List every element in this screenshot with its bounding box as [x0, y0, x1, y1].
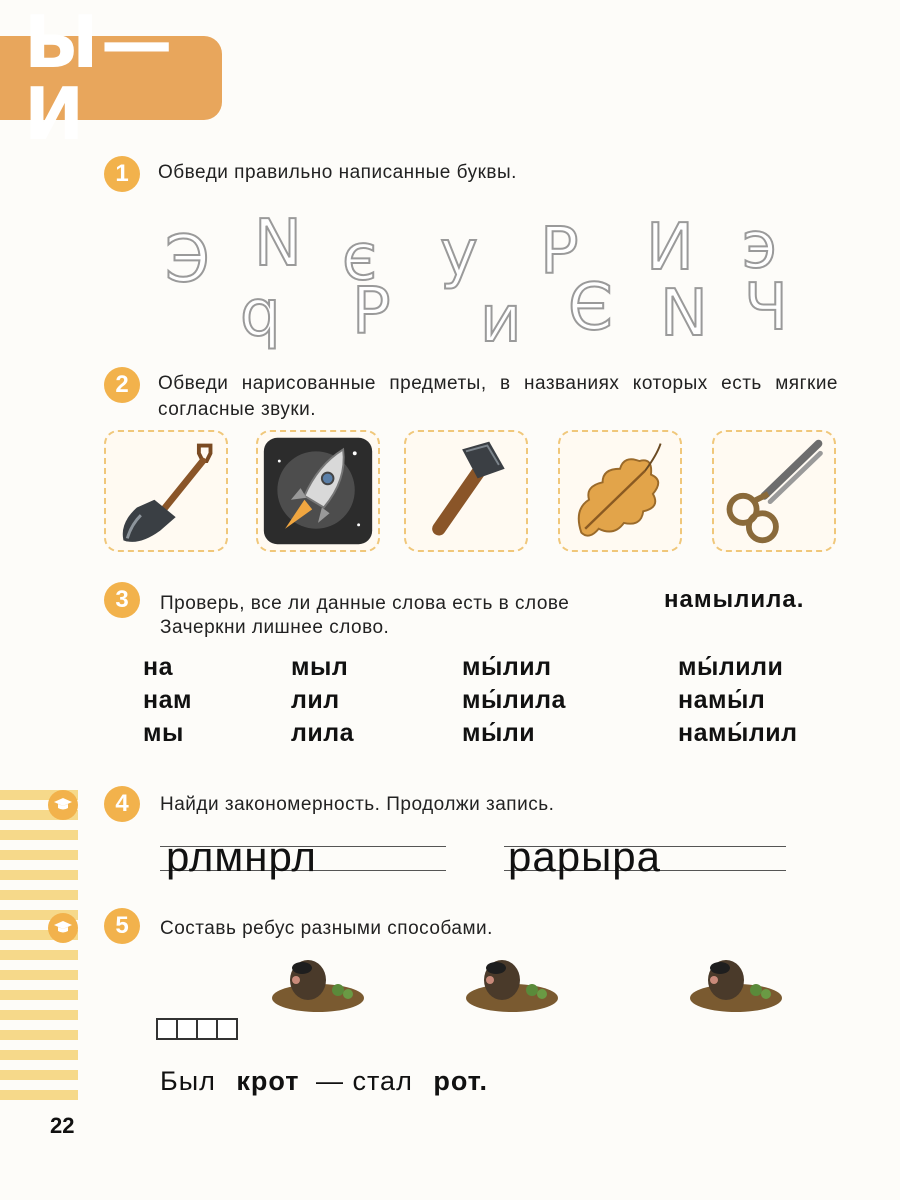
letter-choice[interactable]: N	[254, 207, 302, 281]
word-item[interactable]: мы	[143, 719, 184, 747]
mole-icon	[268, 950, 368, 1014]
word-item[interactable]: намы́лил	[678, 719, 798, 747]
letter-choice[interactable]: И	[646, 211, 694, 285]
task-2-text: Обведи нарисованные предметы, в названиях которых есть мягкие согласные звуки.	[158, 373, 838, 420]
letter-choice[interactable]: Э	[165, 223, 210, 297]
graduation-cap-icon	[48, 913, 78, 943]
lesson-header	[0, 0, 222, 156]
scissors-picture[interactable]	[712, 430, 836, 552]
letter-choice[interactable]: Р	[352, 275, 391, 349]
answer-cell[interactable]	[216, 1018, 238, 1040]
letter-choice[interactable]: q	[240, 277, 281, 351]
answer-cell[interactable]	[176, 1018, 198, 1040]
word-item[interactable]: лил	[291, 686, 340, 714]
letter-choice[interactable]: у	[440, 217, 478, 291]
letter-choice[interactable]: Р	[540, 215, 579, 289]
task-2-badge: 2	[104, 367, 140, 403]
letter-choice[interactable]: э	[742, 209, 778, 283]
mole-icon	[686, 950, 786, 1014]
rebus-sentence	[160, 1066, 488, 1097]
word-item[interactable]: намы́л	[678, 686, 766, 714]
page-number: 22	[50, 1113, 75, 1138]
pattern-sequence-1[interactable]: рлмнрл	[166, 833, 317, 880]
word-item[interactable]: мы́лила	[462, 686, 566, 714]
mole-picture	[686, 950, 786, 1014]
word-item[interactable]: мы́лили	[678, 653, 784, 681]
task-3-text-line2: Зачеркни лишнее слово.	[160, 617, 390, 638]
word-item[interactable]: мы́лил	[462, 653, 552, 681]
answer-cells[interactable]	[158, 1018, 238, 1045]
mole-picture	[462, 950, 562, 1014]
rebus-part: Был	[160, 1066, 216, 1096]
margin-stripes	[0, 790, 78, 1102]
task-4-text: Найди закономерность. Продолжи запись.	[160, 794, 555, 815]
task-3-text-line1: Проверь, все ли данные слова есть в слове	[160, 593, 570, 614]
oak-leaf-icon	[560, 432, 680, 550]
shovel-icon	[106, 432, 226, 550]
scissors-icon	[714, 432, 834, 550]
mole-icon	[462, 950, 562, 1014]
rebus-word: крот	[236, 1066, 300, 1096]
task-5-text: Составь ребус разными способами.	[160, 918, 493, 939]
word-item[interactable]: мы́ли	[462, 719, 536, 747]
hammer-picture[interactable]	[404, 430, 528, 552]
task-3-badge: 3	[104, 582, 140, 618]
letter-choice[interactable]: є	[342, 221, 378, 295]
rocket-icon	[258, 432, 378, 550]
target-word: намылила.	[664, 586, 805, 613]
lesson-title: Ы—И	[24, 0, 175, 156]
letter-choice[interactable]: Є	[568, 271, 613, 345]
task-5-badge: 5	[104, 908, 140, 944]
rocket-picture[interactable]	[256, 430, 380, 552]
rebus-part: — стал	[315, 1066, 413, 1096]
letter-choice[interactable]: Ч	[744, 271, 788, 345]
word-item[interactable]: на	[143, 653, 174, 681]
hammer-icon	[406, 432, 526, 550]
word-item[interactable]: нам	[143, 686, 192, 714]
letter-choice[interactable]: и	[480, 283, 522, 357]
rebus-word: рот.	[433, 1066, 489, 1096]
task-1-badge: 1	[104, 156, 140, 192]
pattern-sequence-2[interactable]: рарыра	[508, 833, 661, 880]
oak-leaf-picture[interactable]	[558, 430, 682, 552]
shovel-picture[interactable]	[104, 430, 228, 552]
task-4-badge: 4	[104, 786, 140, 822]
graduation-cap-icon	[48, 790, 78, 820]
word-item[interactable]: лила	[291, 719, 355, 747]
mole-picture	[268, 950, 368, 1014]
answer-cell[interactable]	[156, 1018, 178, 1040]
word-item[interactable]: мыл	[291, 653, 349, 681]
answer-cell[interactable]	[196, 1018, 218, 1040]
letter-choice[interactable]: N	[660, 277, 708, 351]
task-1-text: Обведи правильно написанные буквы.	[158, 162, 517, 183]
